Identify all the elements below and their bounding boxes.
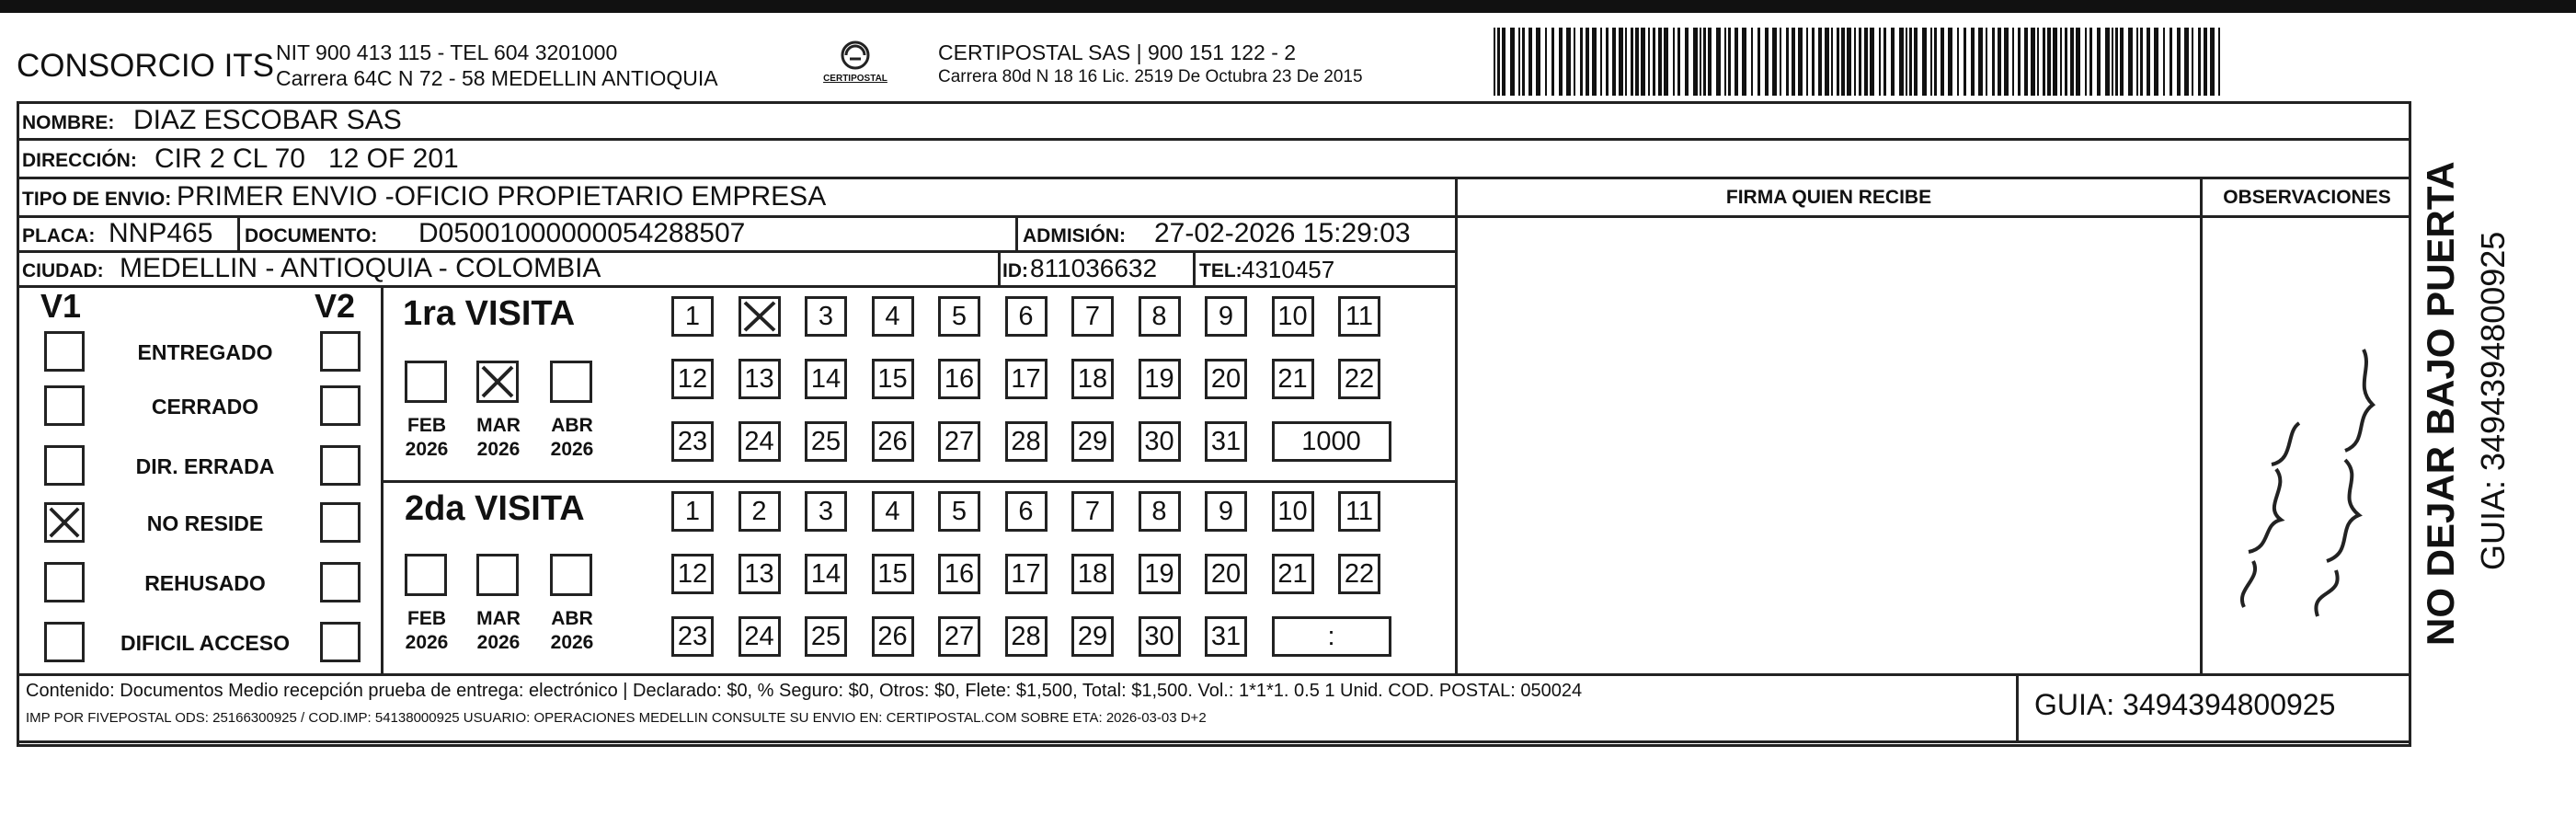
documento-label: DOCUMENTO: bbox=[245, 225, 378, 247]
visit1-day-18[interactable]: 18 bbox=[1071, 359, 1114, 399]
visit1-month-label-3: ABR 2026 bbox=[550, 415, 594, 460]
direccion-value: CIR 2 CL 70 12 OF 201 bbox=[155, 143, 459, 174]
barcode-bar bbox=[1906, 28, 1907, 96]
barcode-bar bbox=[1518, 28, 1520, 96]
barcode-bar bbox=[1606, 28, 1609, 96]
status-label-6: DIFICIL ACCESO bbox=[120, 631, 290, 655]
barcode-bar bbox=[1580, 28, 1583, 96]
barcode-bar bbox=[1757, 28, 1760, 96]
company-nit: NIT 900 413 115 - TEL 604 3201000 bbox=[276, 40, 618, 64]
visit2-month-label-2: MAR 2026 bbox=[476, 608, 521, 653]
visit2-day-27[interactable]: 27 bbox=[938, 616, 980, 657]
barcode-bar bbox=[2060, 28, 2062, 96]
barcode-bar bbox=[1703, 28, 1706, 96]
v2-checkbox-1[interactable] bbox=[320, 331, 361, 372]
observaciones-header: OBSERVACIONES bbox=[2223, 187, 2391, 208]
visit1-day-31[interactable]: 31 bbox=[1205, 421, 1247, 462]
visit1-month-box-1[interactable] bbox=[405, 361, 447, 403]
visit1-month-label-2: MAR 2026 bbox=[476, 415, 521, 460]
barcode-bar bbox=[1971, 28, 1975, 96]
barcode-bar bbox=[2065, 28, 2067, 96]
visit1-day-3[interactable]: 3 bbox=[805, 296, 847, 337]
barcode-bar bbox=[1786, 28, 1789, 96]
barcode-bar bbox=[2070, 28, 2074, 96]
barcode-bar bbox=[2097, 28, 2101, 96]
barcode-bar bbox=[1914, 28, 1918, 96]
barcode-bar bbox=[1522, 28, 1525, 96]
barcode-bar bbox=[2018, 28, 2021, 96]
barcode-bar bbox=[1735, 28, 1738, 96]
v1-checkbox-4[interactable] bbox=[44, 502, 85, 543]
top-edge-bar bbox=[0, 0, 2576, 13]
barcode-bar bbox=[1864, 28, 1868, 96]
barcode-bar bbox=[2198, 28, 2201, 96]
barcode-bar bbox=[2024, 28, 2028, 96]
barcode-bar bbox=[1841, 28, 1845, 96]
barcode-bar bbox=[1825, 28, 1829, 96]
status-label-1: ENTREGADO bbox=[137, 340, 273, 364]
barcode-bar bbox=[1551, 28, 1554, 96]
v2-header: V2 bbox=[315, 287, 356, 325]
barcode-bar bbox=[1986, 28, 1987, 96]
barcode-bar bbox=[2154, 28, 2158, 96]
barcode-bar bbox=[1612, 28, 1616, 96]
barcode-bar bbox=[1641, 28, 1645, 96]
placa-label: PLACA: bbox=[22, 225, 96, 247]
barcode-bar bbox=[2112, 28, 2113, 96]
ciudad-label: CIUDAD: bbox=[22, 260, 104, 281]
v1-checkbox-2[interactable] bbox=[44, 385, 85, 426]
visit2-day-3[interactable]: 3 bbox=[805, 491, 847, 532]
barcode-bar bbox=[2053, 28, 2057, 96]
barcode-bar bbox=[1677, 28, 1680, 96]
visit2-day-12[interactable]: 12 bbox=[671, 554, 714, 594]
visit2-day-8[interactable]: 8 bbox=[1139, 491, 1181, 532]
barcode-bar bbox=[2076, 28, 2080, 96]
visit2-title: 2da VISITA bbox=[405, 489, 585, 528]
visit2-day-31[interactable]: 31 bbox=[1205, 616, 1247, 657]
visit1-day-21[interactable]: 21 bbox=[1272, 359, 1314, 399]
barcode-bar bbox=[1653, 28, 1655, 96]
visit1-day-16[interactable]: 16 bbox=[938, 359, 980, 399]
barcode-bar bbox=[1798, 28, 1803, 96]
barcode-bar bbox=[1837, 28, 1839, 96]
certipostal-logo bbox=[809, 37, 901, 92]
status-label-5: REHUSADO bbox=[144, 571, 266, 595]
barcode-bar bbox=[1859, 28, 1861, 96]
barcode-bar bbox=[2192, 28, 2193, 96]
admision-value: 27-02-2026 15:29:03 bbox=[1154, 218, 1411, 248]
visit1-day-14[interactable]: 14 bbox=[805, 359, 847, 399]
barcode-bar bbox=[1998, 28, 2001, 96]
visit2-day-10[interactable]: 10 bbox=[1272, 491, 1314, 532]
barcode-bar bbox=[1700, 28, 1701, 96]
direccion-label: DIRECCIÓN: bbox=[22, 150, 137, 171]
visit1-day-13[interactable]: 13 bbox=[738, 359, 781, 399]
barcode-bar bbox=[1772, 28, 1777, 96]
barcode-bar bbox=[2210, 28, 2215, 96]
visit2-month-box-3[interactable] bbox=[550, 554, 592, 596]
visit1-day-26[interactable]: 26 bbox=[872, 421, 914, 462]
barcode-bar bbox=[1728, 28, 1731, 96]
logo-text: CERTIPOSTAL bbox=[823, 74, 887, 84]
footer-guia: GUIA: 3494394800925 bbox=[2034, 688, 2336, 721]
visit1-day-15[interactable]: 15 bbox=[872, 359, 914, 399]
visit1-day-5[interactable]: 5 bbox=[938, 296, 980, 337]
admision-label: ADMISIÓN: bbox=[1023, 225, 1126, 247]
visit1-day-20[interactable]: 20 bbox=[1205, 359, 1247, 399]
footer-line1: Contenido: Documentos Medio recepción prueba de entrega: electrónico | Declarado: $0, % Seguro: $0, Otros: $0, Flete: $1,500, Total: $1,500. Vol.: 1*1*1. 0.5 1 Unid. COD. POSTAL: 050024 bbox=[26, 681, 1583, 701]
visit1-month-box-3[interactable] bbox=[550, 361, 592, 403]
visit2-day-23[interactable]: 23 bbox=[671, 616, 714, 657]
documento-value: D05001000000054288507 bbox=[418, 218, 746, 248]
barcode-bar bbox=[1619, 28, 1623, 96]
barcode-bar bbox=[2043, 28, 2045, 96]
v2-checkbox-5[interactable] bbox=[320, 562, 361, 602]
barcode-bar bbox=[2147, 28, 2150, 96]
barcode-bar bbox=[2170, 28, 2172, 96]
status-label-3: DIR. ERRADA bbox=[135, 454, 275, 478]
carrier-line: CERTIPOSTAL SAS | 900 151 122 - 2 bbox=[938, 40, 1297, 64]
barcode-bar bbox=[2184, 28, 2189, 96]
visit2-day-5[interactable]: 5 bbox=[938, 491, 980, 532]
barcode-bar bbox=[2115, 28, 2118, 96]
visit2-day-1[interactable]: 1 bbox=[671, 491, 714, 532]
barcode-bar bbox=[1963, 28, 1966, 96]
barcode-bar bbox=[1765, 28, 1769, 96]
visit1-time-box[interactable]: 1000 bbox=[1272, 421, 1391, 462]
barcode-bar bbox=[1502, 28, 1506, 96]
visit2-time-box[interactable]: : bbox=[1272, 616, 1391, 657]
visit1-day-23[interactable]: 23 bbox=[671, 421, 714, 462]
barcode-bar bbox=[1631, 28, 1633, 96]
barcode-bar bbox=[2128, 28, 2133, 96]
visit1-day-28[interactable]: 28 bbox=[1005, 421, 1048, 462]
barcode-bar bbox=[2140, 28, 2143, 96]
barcode-bar bbox=[1948, 28, 1952, 96]
barcode-bar bbox=[1716, 28, 1721, 96]
barcode-bar bbox=[2037, 28, 2039, 96]
carrier-address: Carrera 80d N 18 16 Lic. 2519 De Octubra 23 De 2015 bbox=[938, 67, 1363, 86]
barcode-bar bbox=[2031, 28, 2035, 96]
side-warning: NO DEJAR BAJO PUERTA bbox=[2419, 161, 2462, 646]
visit1-day-24[interactable]: 24 bbox=[738, 421, 781, 462]
barcode-bar bbox=[1780, 28, 1781, 96]
barcode-bar bbox=[1635, 28, 1639, 96]
visit2-day-4[interactable]: 4 bbox=[872, 491, 914, 532]
status-label-4: NO RESIDE bbox=[146, 511, 264, 535]
barcode-bar bbox=[1854, 28, 1856, 96]
visit2-day-30[interactable]: 30 bbox=[1139, 616, 1181, 657]
visit1-day-17[interactable]: 17 bbox=[1005, 359, 1048, 399]
status-label-2: CERRADO bbox=[151, 395, 259, 419]
visit2-day-9[interactable]: 9 bbox=[1205, 491, 1247, 532]
barcode-bar bbox=[1792, 28, 1795, 96]
visit2-day-18[interactable]: 18 bbox=[1071, 554, 1114, 594]
barcode-bar bbox=[1708, 28, 1712, 96]
barcode-bar bbox=[1891, 28, 1895, 96]
barcode-bar bbox=[1648, 28, 1650, 96]
side-guia: GUIA: 3494394800925 bbox=[2474, 231, 2512, 570]
barcode bbox=[1494, 28, 2225, 96]
visit2-day-6[interactable]: 6 bbox=[1005, 491, 1048, 532]
barcode-bar bbox=[2004, 28, 2009, 96]
barcode-bar bbox=[1528, 28, 1532, 96]
tel-label: TEL: bbox=[1199, 260, 1242, 281]
nombre-value: DIAZ ESCOBAR SAS bbox=[133, 105, 402, 135]
visit1-day-4[interactable]: 4 bbox=[872, 296, 914, 337]
visit1-day-1[interactable]: 1 bbox=[671, 296, 714, 337]
tipo-value: PRIMER ENVIO -OFICIO PROPIETARIO EMPRESA bbox=[177, 181, 827, 212]
barcode-bar bbox=[1658, 28, 1662, 96]
barcode-bar bbox=[1941, 28, 1944, 96]
v2-checkbox-3[interactable] bbox=[320, 445, 361, 486]
visit1-day-8[interactable]: 8 bbox=[1139, 296, 1181, 337]
id-value: 811036632 bbox=[1030, 254, 1158, 282]
v1-header: V1 bbox=[40, 287, 82, 325]
visit2-day-13[interactable]: 13 bbox=[738, 554, 781, 594]
visit1-day-11[interactable]: 11 bbox=[1338, 296, 1380, 337]
visit2-month-box-2[interactable] bbox=[476, 554, 519, 596]
visit2-day-15[interactable]: 15 bbox=[872, 554, 914, 594]
barcode-bar bbox=[1812, 28, 1815, 96]
barcode-bar bbox=[2177, 28, 2181, 96]
visit1-day-6[interactable]: 6 bbox=[1005, 296, 1048, 337]
company-address: Carrera 64C N 72 - 58 MEDELLIN ANTIOQUIA bbox=[276, 66, 718, 90]
visit2-day-2[interactable]: 2 bbox=[738, 491, 781, 532]
visit1-day-10[interactable]: 10 bbox=[1272, 296, 1314, 337]
visit2-day-7[interactable]: 7 bbox=[1071, 491, 1114, 532]
visit1-day-30[interactable]: 30 bbox=[1139, 421, 1181, 462]
barcode-bar bbox=[1566, 28, 1571, 96]
tipo-label: TIPO DE ENVIO: bbox=[22, 189, 172, 210]
visit2-month-label-3: ABR 2026 bbox=[550, 608, 594, 653]
visit2-day-21[interactable]: 21 bbox=[1272, 554, 1314, 594]
v1-checkbox-3[interactable] bbox=[44, 445, 85, 486]
barcode-bar bbox=[1806, 28, 1808, 96]
visit1-day-12[interactable]: 12 bbox=[671, 359, 714, 399]
visit1-day-19[interactable]: 19 bbox=[1139, 359, 1181, 399]
barcode-bar bbox=[1742, 28, 1746, 96]
barcode-bar bbox=[1494, 28, 1495, 96]
barcode-bar bbox=[1870, 28, 1874, 96]
visit2-day-22[interactable]: 22 bbox=[1338, 554, 1380, 594]
visit1-day-25[interactable]: 25 bbox=[805, 421, 847, 462]
v1-checkbox-5[interactable] bbox=[44, 562, 85, 602]
visit1-day-2[interactable] bbox=[738, 296, 781, 337]
signature bbox=[2207, 331, 2391, 635]
visit2-day-19[interactable]: 19 bbox=[1139, 554, 1181, 594]
barcode-bar bbox=[1592, 28, 1597, 96]
barcode-bar bbox=[1724, 28, 1726, 96]
visit2-month-label-1: FEB 2026 bbox=[405, 608, 449, 653]
visit2-day-28[interactable]: 28 bbox=[1005, 616, 1048, 657]
barcode-bar bbox=[1693, 28, 1698, 96]
barcode-bar bbox=[2089, 28, 2092, 96]
barcode-bar bbox=[2136, 28, 2138, 96]
barcode-bar bbox=[1586, 28, 1589, 96]
barcode-bar bbox=[1664, 28, 1668, 96]
barcode-bar bbox=[1922, 28, 1927, 96]
visit1-month-box-2[interactable] bbox=[476, 361, 519, 403]
barcode-bar bbox=[1685, 28, 1689, 96]
placa-value: NNP465 bbox=[109, 218, 213, 248]
id-label: ID: bbox=[1002, 260, 1028, 281]
visit2-day-26[interactable]: 26 bbox=[872, 616, 914, 657]
barcode-bar bbox=[1497, 28, 1500, 96]
visit2-day-17[interactable]: 17 bbox=[1005, 554, 1048, 594]
tel-value: 4310457 bbox=[1242, 256, 1335, 283]
v2-checkbox-2[interactable] bbox=[320, 385, 361, 426]
visit2-day-29[interactable]: 29 bbox=[1071, 616, 1114, 657]
visit1-title: 1ra VISITA bbox=[403, 294, 576, 333]
barcode-bar bbox=[1574, 28, 1575, 96]
v1-checkbox-6[interactable] bbox=[44, 622, 85, 662]
barcode-bar bbox=[1818, 28, 1822, 96]
barcode-bar bbox=[1934, 28, 1937, 96]
barcode-bar bbox=[2012, 28, 2014, 96]
barcode-bar bbox=[1559, 28, 1563, 96]
barcode-bar bbox=[1899, 28, 1904, 96]
barcode-bar bbox=[1957, 28, 1959, 96]
barcode-bar bbox=[1545, 28, 1547, 96]
barcode-bar bbox=[2120, 28, 2124, 96]
visit2-day-25[interactable]: 25 bbox=[805, 616, 847, 657]
barcode-bar bbox=[1879, 28, 1881, 96]
visit1-day-29[interactable]: 29 bbox=[1071, 421, 1114, 462]
barcode-bar bbox=[1992, 28, 1995, 96]
barcode-bar bbox=[1930, 28, 1932, 96]
visit2-day-20[interactable]: 20 bbox=[1205, 554, 1247, 594]
visit2-day-16[interactable]: 16 bbox=[938, 554, 980, 594]
company-name: CONSORCIO ITS bbox=[17, 48, 275, 84]
visit1-day-7[interactable]: 7 bbox=[1071, 296, 1114, 337]
visit2-day-24[interactable]: 24 bbox=[738, 616, 781, 657]
barcode-bar bbox=[2204, 28, 2207, 96]
visit1-month-label-1: FEB 2026 bbox=[405, 415, 449, 460]
barcode-bar bbox=[1600, 28, 1602, 96]
visit2-month-box-1[interactable] bbox=[405, 554, 447, 596]
barcode-bar bbox=[1673, 28, 1675, 96]
barcode-bar bbox=[1883, 28, 1886, 96]
barcode-bar bbox=[1751, 28, 1753, 96]
barcode-bar bbox=[1847, 28, 1851, 96]
barcode-bar bbox=[1625, 28, 1627, 96]
firma-header: FIRMA QUIEN RECIBE bbox=[1725, 187, 1932, 208]
barcode-bar bbox=[1831, 28, 1833, 96]
barcode-bar bbox=[1978, 28, 1983, 96]
visit2-day-11[interactable]: 11 bbox=[1338, 491, 1380, 532]
nombre-label: NOMBRE: bbox=[22, 112, 115, 133]
visit1-day-9[interactable]: 9 bbox=[1205, 296, 1247, 337]
barcode-bar bbox=[1510, 28, 1515, 96]
barcode-bar bbox=[2085, 28, 2087, 96]
barcode-bar bbox=[1909, 28, 1912, 96]
v1-checkbox-1[interactable] bbox=[44, 331, 85, 372]
footer-line2: IMP POR FIVEPOSTAL ODS: 25166300925 / COD.IMP: 54138000925 USUARIO: OPERACIONES MEDELLIN CONSULTE SU ENVIO EN: CERTIPOSTAL.COM SOBRE ETA: 2026-03-03 D+2 bbox=[26, 710, 1207, 726]
barcode-bar bbox=[1536, 28, 1540, 96]
v2-checkbox-4[interactable] bbox=[320, 502, 361, 543]
visit1-day-22[interactable]: 22 bbox=[1338, 359, 1380, 399]
v2-checkbox-6[interactable] bbox=[320, 622, 361, 662]
barcode-bar bbox=[2218, 28, 2220, 96]
visit2-day-14[interactable]: 14 bbox=[805, 554, 847, 594]
barcode-bar bbox=[2047, 28, 2051, 96]
ciudad-value: MEDELLIN - ANTIOQUIA - COLOMBIA bbox=[120, 253, 601, 283]
barcode-bar bbox=[2163, 28, 2165, 96]
visit1-day-27[interactable]: 27 bbox=[938, 421, 980, 462]
barcode-bar bbox=[2105, 28, 2110, 96]
